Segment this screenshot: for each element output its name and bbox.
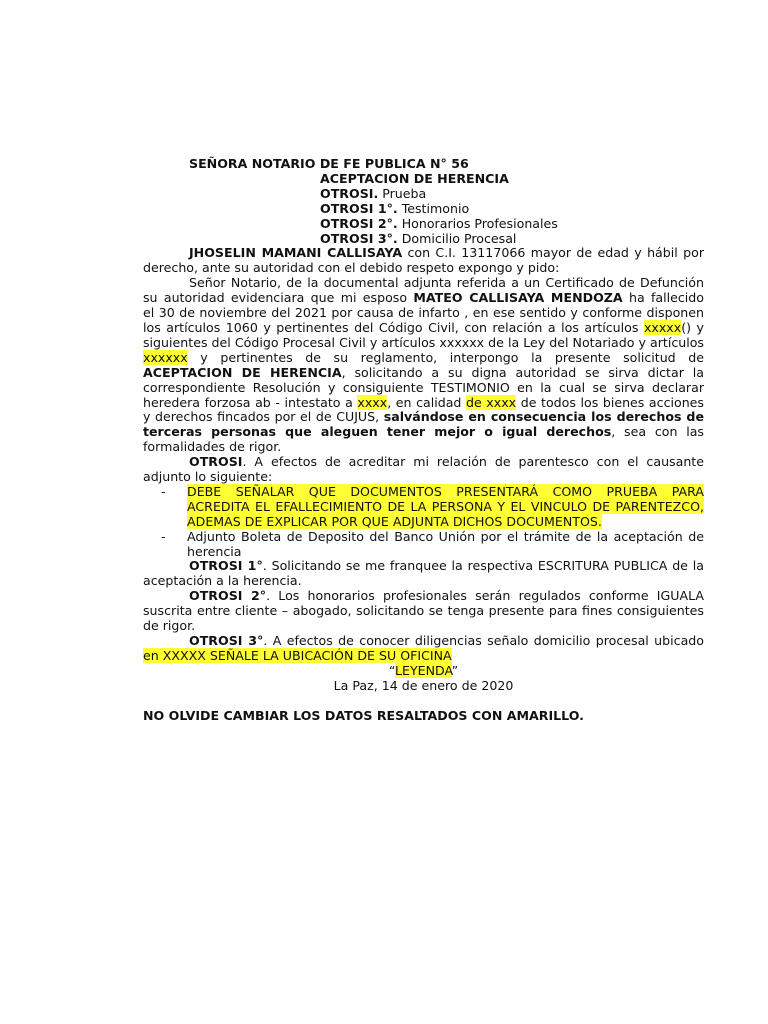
otrosi-label: OTROSI. xyxy=(320,185,379,201)
highlight-instruction: en XXXXX SEÑALE LA UBICACIÓN DE SU OFICINA xyxy=(143,647,452,663)
highlight-text: ADEMAS DE EXPLICAR POR QUE ADJUNTA DICHOS DOCUMENTOS xyxy=(187,513,598,529)
list-item xyxy=(143,530,704,560)
body-text: y derechos fincados por el de CUJUS, xyxy=(143,409,384,425)
body-text: los artículos 1060 y pertinentes del Código Civil, con relación a los artículos xyxy=(143,319,644,335)
body-line xyxy=(143,366,704,381)
intro-line: derecho, ante su autoridad con el debido respeto expongo y pido: xyxy=(143,260,560,276)
quote-mark: ” xyxy=(451,662,459,678)
body-text: . Los honorarios profesionales serán regulados conforme IGUALA xyxy=(266,588,704,604)
highlight-instruction xyxy=(187,514,602,529)
highlight-instruction: ACREDITA EL EFALLECIMIENTO DE LA PERSONA Y EL VINCULO DE PARENTEZCO, xyxy=(187,498,704,514)
body-line: correspondiente Resolución y consiguiente TESTIMONIO en la cual se sirva declarar xyxy=(143,379,704,395)
body-text: . A efectos de acreditar mi relación de parentesco con el causante xyxy=(242,454,704,470)
body-line xyxy=(143,351,704,366)
highlight-placeholder: de xxxx xyxy=(465,394,517,410)
quote-mark: “ xyxy=(388,662,395,678)
body-line xyxy=(143,425,704,440)
highlight-text: . xyxy=(597,513,602,529)
body-text: . A efectos de conocer diligencias señalo domicilio procesal ubicado xyxy=(263,633,704,648)
body-line xyxy=(143,291,704,306)
body-text: , sea con las xyxy=(611,424,704,440)
body-text: , solicitando a su digna autoridad se sirva dictar la xyxy=(341,364,704,380)
otrosi-list-item xyxy=(143,187,704,202)
date-line: La Paz, 14 de enero de 2020 xyxy=(333,677,514,693)
aceptacion-bold: ACEPTACION DE HERENCIA xyxy=(143,364,342,380)
list-item xyxy=(143,485,704,530)
body-text: , en calidad xyxy=(387,394,466,410)
otrosi-list-item xyxy=(143,232,704,247)
addressee-heading: SEÑORA NOTARIO DE FE PUBLICA N° 56 xyxy=(189,156,469,171)
body-text: de todos los bienes acciones xyxy=(516,394,704,410)
highlight-leyenda: LEYENDA xyxy=(395,662,452,678)
otrosi-list-item xyxy=(143,202,704,217)
otrosi-label: OTROSI 3°. xyxy=(320,230,398,246)
body-line: formalidades de rigor. xyxy=(143,439,282,455)
body-text: ha fallecido xyxy=(622,290,704,306)
otrosi-label: OTROSI 2° xyxy=(189,588,267,604)
intro-line xyxy=(143,246,704,261)
otrosi3-line xyxy=(143,649,704,664)
otrosi2-line: de rigor. xyxy=(143,618,196,634)
otrosi-text: Domicilio Procesal xyxy=(397,230,517,246)
highlight-instruction: DEBE SEÑALAR QUE DOCUMENTOS PRESENTARÁ COMO PRUEBA PARA xyxy=(187,483,704,499)
leyenda-line xyxy=(143,664,704,679)
body-line: el 30 de noviembre del 2021 por causa de infarto , en ese sentido y conforme disponen xyxy=(143,305,704,321)
otrosi-text: Honorarios Profesionales xyxy=(397,215,558,231)
otrosi-label: OTROSI 1° xyxy=(189,558,263,574)
highlight-placeholder: xxxxxx xyxy=(143,349,188,365)
bullet-dash: - xyxy=(161,483,166,499)
otrosi1-line: aceptación a la herencia. xyxy=(143,573,302,589)
body-line xyxy=(143,321,704,336)
otrosi3-line xyxy=(143,634,704,649)
body-text: su autoridad evidenciara que mi esposo xyxy=(143,290,414,306)
list-line: herencia xyxy=(187,543,242,559)
body-bold-text: salvándose en consecuencia los derechos de xyxy=(383,409,704,425)
highlight-placeholder: xxxx xyxy=(357,394,388,410)
body-text: () y xyxy=(681,319,704,335)
otrosi-paragraph-line xyxy=(143,455,704,470)
otrosi-text: Prueba xyxy=(378,185,427,201)
otrosi-label: OTROSI 3° xyxy=(189,633,264,648)
body-text: heredera forzosa ab - intestato a xyxy=(143,394,358,410)
document-title: ACEPTACION DE HERENCIA xyxy=(320,170,509,186)
spouse-name: MATEO CALLISAYA MENDOZA xyxy=(413,290,623,306)
body-text: . Solicitando se me franquee la respectiva ESCRITURA PUBLICA de la xyxy=(262,558,704,574)
list-line: Adjunto Boleta de Deposito del Banco Unión por el trámite de la aceptación de xyxy=(187,528,704,544)
bullet-dash: - xyxy=(161,528,166,544)
list-item-text xyxy=(187,485,704,530)
otrosi-label: OTROSI xyxy=(189,454,243,470)
body-line xyxy=(143,396,704,411)
otrosi-text: Testimonio xyxy=(397,200,470,216)
document-page xyxy=(143,157,704,724)
petitioner-name: JHOSELIN MAMANI CALLISAYA xyxy=(189,245,403,261)
otrosi-list-item xyxy=(143,217,704,232)
otrosi-label: OTROSI 1°. xyxy=(320,200,398,216)
intro-text: con C.I. 13117066 mayor de edad y hábil por xyxy=(402,245,704,261)
otrosi-paragraph-line: adjunto lo siguiente: xyxy=(143,469,273,485)
body-line xyxy=(143,410,704,425)
reminder-note: NO OLVIDE CAMBIAR LOS DATOS RESALTADOS CON AMARILLO. xyxy=(143,707,584,723)
otrosi2-line: suscrita entre cliente – abogado, solicitando se tenga presente para fines consiguientes xyxy=(143,603,704,619)
otrosi1-line xyxy=(143,559,704,574)
body-line: siguientes del Código Procesal Civil y artículos xxxxxx de la Ley del Notariado y artículos xyxy=(143,334,704,350)
otrosi-label: OTROSI 2°. xyxy=(320,215,398,231)
body-text: y pertinentes de su reglamento, interpongo la presente solicitud de xyxy=(187,349,704,365)
body-bold-text: terceras personas que aleguen tener mejor o igual derechos xyxy=(143,424,612,440)
body-line: Señor Notario, de la documental adjunta referida a un Certificado de Defunción xyxy=(189,275,704,291)
list-item-text xyxy=(187,530,704,560)
highlight-placeholder: xxxxx xyxy=(643,319,682,335)
otrosi2-line xyxy=(143,589,704,604)
